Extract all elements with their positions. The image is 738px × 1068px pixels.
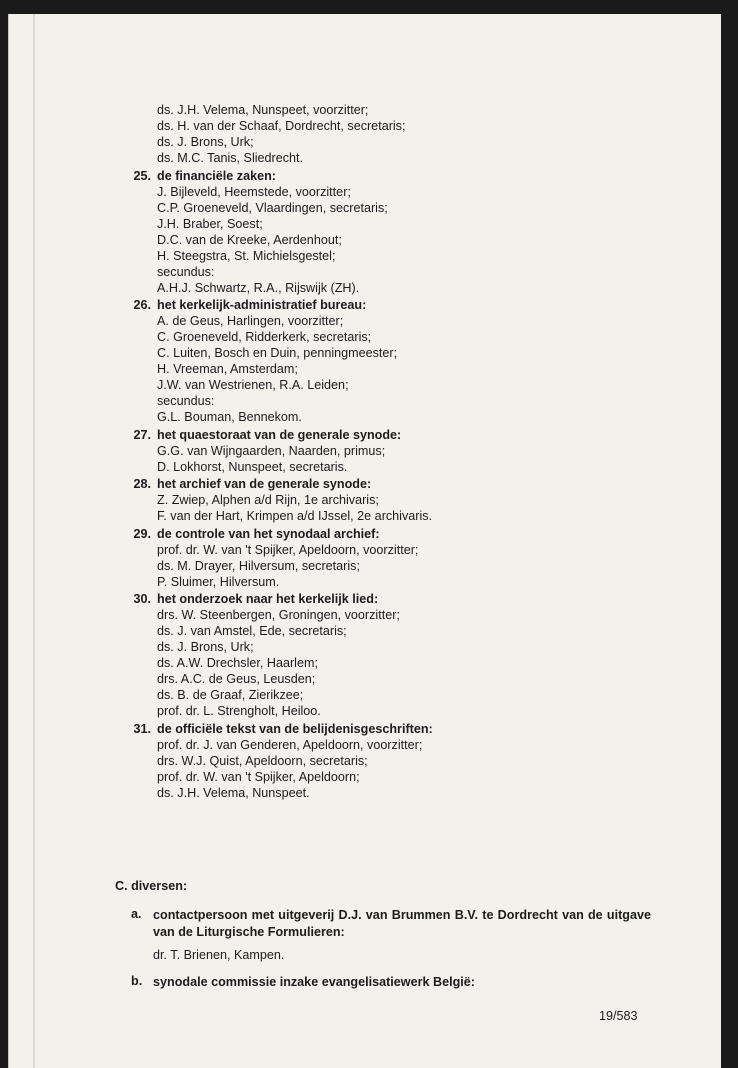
intro-line: ds. J. Brons, Urk; — [157, 135, 254, 149]
section-title: het kerkelijk-administratief bureau: — [157, 298, 367, 312]
item-b-text: synodale commissie inzake evangelisatiewerk België: — [153, 975, 475, 989]
member-line: F. van der Hart, Krimpen a/d IJssel, 2e archivaris. — [157, 509, 433, 523]
member-line: ds. M. Drayer, Hilversum, secretaris; — [157, 558, 360, 573]
member-line: prof. dr. J. van Genderen, Apeldoorn, voorzitter; — [157, 737, 423, 752]
section-heading — [115, 591, 655, 607]
member-line: ds. J.H. Velema, Nunspeet. — [157, 785, 310, 800]
item-b-label: b. — [131, 974, 143, 988]
committee-list — [115, 102, 655, 801]
section-title: de controle van het synodaal archief: — [157, 526, 380, 541]
member-line: Z. Zwiep, Alphen a/d Rijn, 1e archivaris; — [157, 493, 379, 507]
section-heading — [115, 297, 655, 313]
item-a-person: dr. T. Brienen, Kampen. — [153, 948, 285, 962]
member-line: ds. J. Brons, Urk; — [157, 640, 254, 654]
member-line: prof. dr. W. van 't Spijker, Apeldoorn, voorzitter; — [157, 542, 419, 557]
member-line: C. Groeneveld, Ridderkerk, secretaris; — [157, 330, 372, 344]
member-line: A. de Geus, Harlingen, voorzitter; — [157, 314, 344, 328]
member-line: J. Bijleveld, Heemstede, voorzitter; — [157, 184, 351, 199]
intro-line: ds. M.C. Tanis, Sliedrecht. — [157, 151, 304, 165]
member-line: prof. dr. W. van 't Spijker, Apeldoorn; — [157, 769, 360, 784]
member-line: J.W. van Westrienen, R.A. Leiden; — [157, 378, 349, 392]
binding-edge — [33, 14, 35, 1068]
section-heading — [115, 427, 655, 443]
member-line: drs. W.J. Quist, Apeldoorn, secretaris; — [157, 753, 368, 768]
member-line: ds. B. de Graaf, Zierikzee; — [157, 688, 304, 702]
item-a-text: contactpersoon met uitgeverij D.J. van Brummen B.V. te Dordrecht van de uitgave van de Liturgische Formulieren: — [153, 908, 651, 939]
section-heading — [115, 476, 655, 492]
member-line: D.C. van de Kreeke, Aerdenhout; — [157, 232, 342, 247]
section-number: 26. — [133, 298, 151, 312]
section-heading — [115, 168, 655, 184]
section-number: 29. — [133, 526, 151, 541]
section-c-title: C. diversen: — [115, 879, 188, 893]
document-page — [8, 14, 721, 1068]
member-line: ds. A.W. Drechsler, Haarlem; — [157, 656, 318, 670]
section-title: de financiële zaken: — [157, 168, 276, 183]
section-heading — [115, 721, 655, 737]
member-line: C.P. Groeneveld, Vlaardingen, secretaris; — [157, 200, 388, 215]
member-line: A.H.J. Schwartz, R.A., Rijswijk (ZH). — [157, 280, 360, 295]
intro-line: ds. H. van der Schaaf, Dordrecht, secretaris; — [157, 119, 406, 133]
section-number: 27. — [133, 427, 151, 442]
member-line: drs. W. Steenbergen, Groningen, voorzitter; — [157, 608, 400, 622]
item-a-label: a. — [131, 907, 142, 921]
member-line: G.L. Bouman, Bennekom. — [157, 410, 302, 424]
member-line: ds. J. van Amstel, Ede, secretaris; — [157, 624, 347, 638]
member-line: drs. A.C. de Geus, Leusden; — [157, 672, 316, 686]
member-line: prof. dr. L. Strengholt, Heiloo. — [157, 704, 321, 718]
section-title: het archief van de generale synode: — [157, 477, 372, 491]
section-heading — [115, 526, 655, 542]
item-a — [131, 907, 651, 964]
member-line: secundus: — [157, 394, 215, 408]
section-title: het onderzoek naar het kerkelijk lied: — [157, 592, 379, 606]
page-number: 19/583 — [599, 1009, 638, 1023]
member-line: H. Steegstra, St. Michielsgestel; — [157, 248, 336, 263]
member-line: P. Sluimer, Hilversum. — [157, 574, 280, 589]
member-line: G.G. van Wijngaarden, Naarden, primus; — [157, 443, 386, 458]
member-line: J.H. Braber, Soest; — [157, 216, 263, 231]
section-title: de officiële tekst van de belijdenisgeschriften: — [157, 721, 433, 736]
member-line: H. Vreeman, Amsterdam; — [157, 362, 298, 376]
item-b — [131, 974, 651, 991]
intro-line: ds. J.H. Velema, Nunspeet, voorzitter; — [157, 103, 369, 117]
section-title: het quaestoraat van de generale synode: — [157, 427, 402, 442]
member-line: D. Lokhorst, Nunspeet, secretaris. — [157, 459, 348, 474]
member-line: C. Luiten, Bosch en Duin, penningmeester; — [157, 346, 398, 360]
section-number: 31. — [133, 721, 151, 736]
section-number: 25. — [133, 168, 151, 183]
section-number: 30. — [133, 592, 151, 606]
section-number: 28. — [133, 477, 151, 491]
member-line: secundus: — [157, 264, 215, 279]
